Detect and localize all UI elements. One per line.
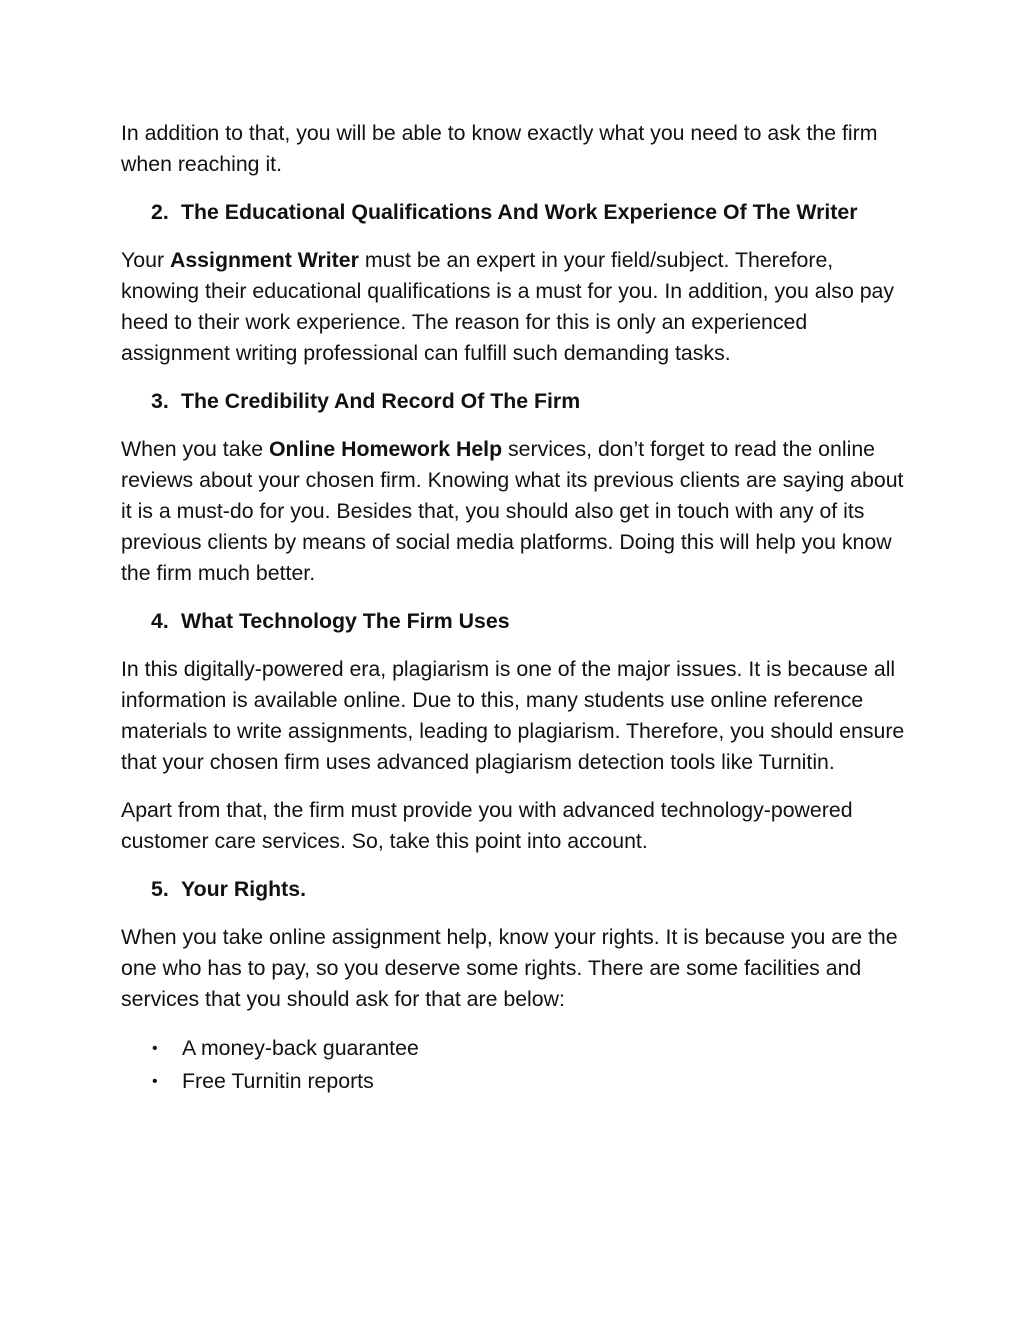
bullet-icon: • [152,1040,158,1057]
section-title: The Credibility And Record Of The Firm [181,389,581,413]
section-title: What Technology The Firm Uses [181,609,510,633]
bold-keyword: Online Homework Help [268,437,503,461]
section-number: 2. [151,200,169,224]
section-number: 4. [151,609,169,633]
intro-paragraph: In addition to that, you will be able to know exactly what you need to ask the firm when reaching it. [121,121,878,176]
paragraph-text: Your [121,248,170,272]
list-item [121,1032,911,1065]
paragraph-text: When you take [121,437,269,461]
list-item-text: Free Turnitin reports [182,1069,374,1093]
section-4-paragraph-2: Apart from that, the firm must provide you with advanced technology-powered customer care services. So, take this point into account. [121,798,853,853]
section-title: The Educational Qualifications And Work Experience Of The Writer [181,200,858,224]
paragraph-text: services, don’t forget to read the online reviews about your chosen firm. Knowing what its previous clients are saying about it is a must-do for you. Besides that, you should also get in touch with any of its previous clients by means of social media platforms. Doing this will help you know the firm much better. [121,437,904,585]
document-page [121,118,911,1098]
list-item-text: A money-back guarantee [182,1036,419,1060]
section-heading-4 [121,606,911,637]
bold-keyword: Assignment Writer [169,248,359,272]
section-heading-2 [121,197,911,228]
section-title: Your Rights. [181,877,307,901]
paragraph-text: must be an expert in your field/subject. Therefore, knowing their educational qualifications is a must for you. In addition, you also pay heed to their work experience. The reason for this is only an experienced assignment writing professional can fulfill such demanding tasks. [121,248,895,365]
section-5-paragraph: When you take online assignment help, know your rights. It is because you are the one who has to pay, so you deserve some rights. There are some facilities and services that you should ask for that are below: [121,925,898,1011]
section-number: 5. [151,877,169,901]
section-4-paragraph-1: In this digitally-powered era, plagiarism is one of the major issues. It is because all information is available online. Due to this, many students use online reference materials to write assignments, leading to plagiarism. Therefore, you should ensure that your chosen firm uses advanced plagiarism detection tools like Turnitin. [121,657,905,774]
section-3-paragraph [121,434,911,589]
section-number: 3. [151,389,169,413]
bullet-list [121,1032,911,1098]
bullet-icon: • [152,1073,158,1090]
section-2-paragraph [121,245,911,369]
section-heading-5 [121,874,911,905]
section-heading-3 [121,386,911,417]
list-item [121,1065,911,1098]
